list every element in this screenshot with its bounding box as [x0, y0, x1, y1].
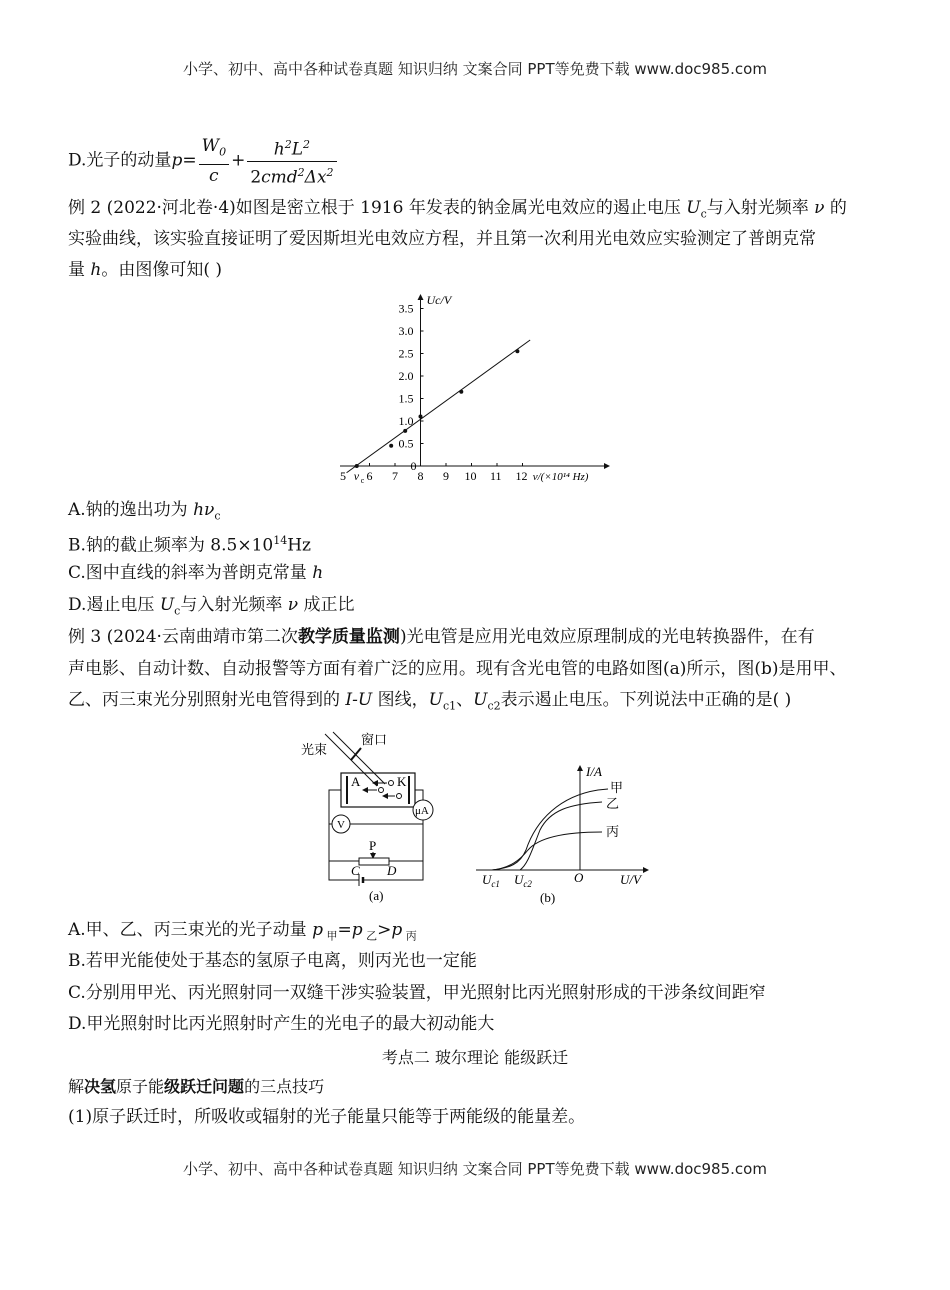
example2-option-b[interactable]: B.钠的截止频率为 $8.5\times 10^{14}Hz$ [68, 534, 312, 556]
example3-line1: 例 3 (2024·云南曲靖市第二次教学质量监测)光电管是应用光电效应原理制成的光电转换器件，在有 [68, 627, 815, 647]
data-point [515, 349, 519, 353]
rheostat [359, 858, 389, 865]
electron [379, 788, 384, 793]
section-subtitle: 解决氢原子能级跃迁问题的三点技巧 [68, 1077, 325, 1096]
question1-option-d[interactable]: D.光子的动量p= $\frac{W_0}{c}$ + $\frac{h^2L^2}{2cmd^2\Delta x^2}$ [68, 134, 339, 188]
caption-a: (a) [369, 888, 384, 903]
x-axis-label: ν/(×10¹⁴ Hz) [532, 471, 589, 483]
y-axis-label: Uc/V [426, 293, 452, 307]
label-i-axis: I/A [586, 764, 602, 779]
label-microammeter: μA [415, 805, 429, 817]
example3-line2: 声电影、自动计数、自动报警等方面有着广泛的应用。现有含光电管的电路如图(a)所示，图(b)是用甲、 [68, 659, 847, 679]
label-slider-p: P [369, 838, 377, 853]
curve-bing [492, 832, 602, 870]
label-jia: 甲 [610, 780, 624, 795]
data-point [419, 415, 423, 419]
y-tick-label: 0.5 [398, 436, 414, 451]
data-point [389, 444, 393, 448]
stopping-voltage-chart [330, 290, 630, 490]
label-uc2: $U_{c2}$ [514, 872, 532, 889]
section-item-1: (1)原子跃迁时，所吸收或辐射的光子能量只能等于两能级的能量差。 [68, 1107, 586, 1127]
y-tick-label: 0 [410, 459, 417, 473]
example2-option-a[interactable]: A.钠的逸出功为 $h\nu_c$ [68, 500, 221, 523]
label-anode: A [351, 774, 361, 789]
y-tick-label: 1.5 [398, 391, 414, 406]
data-point [459, 390, 463, 394]
y-tick-label: 2.5 [398, 346, 414, 361]
label-cathode: K [397, 774, 407, 789]
example3-option-d[interactable]: D.甲光照射时比丙光照射时产生的光电子的最大初动能大 [68, 1014, 495, 1034]
fraction-h2l2: $\frac{h^2L^2}{2cmd^2\Delta x^2}$ [247, 134, 336, 188]
example2-line3: 量 h。由图像可知( ) [68, 260, 223, 280]
electron [389, 781, 394, 786]
data-point [403, 429, 407, 433]
x-tick-label: 12 [515, 469, 528, 483]
wire [415, 790, 423, 800]
y-tick-label: 1.0 [398, 414, 414, 428]
iu-graph-b [470, 760, 655, 908]
nu-c-label: ν [353, 469, 360, 483]
x-tick-label: 6 [366, 469, 373, 483]
label-yi: 乙 [606, 796, 620, 811]
label-window: 窗口 [361, 732, 388, 747]
x-tick-label: 8 [417, 469, 424, 483]
label-d: D [387, 863, 397, 878]
example2-line2: 实验曲线，该实验直接证明了爱因斯坦光电效应方程，并且第一次利用光电效应实验测定了普朗克常 [68, 229, 816, 249]
label-origin: O [574, 870, 584, 885]
fit-line [347, 340, 531, 473]
label-bing: 丙 [606, 824, 620, 839]
x-tick-label: 9 [443, 469, 449, 483]
nu-c-subscript: c [360, 476, 365, 485]
label-c: C [351, 863, 360, 878]
circuit-diagram-a [295, 728, 455, 908]
curve-jia [492, 789, 608, 870]
x-tick-label: 5 [340, 469, 346, 483]
caption-b: (b) [540, 890, 556, 905]
example2-option-c[interactable]: C.图中直线的斜率为普朗克常量 h [68, 563, 324, 583]
x-tick-label: 11 [490, 469, 502, 483]
example3-option-a[interactable]: A.甲、乙、丙三束光的光子动量 p $_甲$=p $_乙$>p $_丙$ [68, 920, 417, 943]
example3-option-c[interactable]: C.分别用甲光、丙光照射同一双缝干涉实验装置，甲光照射比丙光照射形成的干涉条纹间距窄 [68, 983, 766, 1003]
label-u-axis: U/V [620, 872, 641, 887]
y-axis-arrow [418, 294, 424, 300]
example3-line3: 乙、丙三束光分别照射光电管得到的 I-U 图线，$U_{c1}$、$U_{c2}$表示遏止电压。下列说法中正确的是( ) [68, 690, 792, 713]
y-tick-label: 3.0 [398, 324, 414, 338]
y-tick-label: 2.0 [398, 369, 414, 383]
page-footer: 小学、初中、高中各种试卷真题 知识归纳 文案合同 PPT等免费下载 www.doc985.com [183, 1160, 767, 1178]
electron [397, 794, 402, 799]
label-uc1: $U_{c1}$ [482, 872, 500, 889]
x-tick-label: 7 [392, 469, 398, 483]
section-title: 考点二 玻尔理论 能级跃迁 [381, 1048, 569, 1067]
label-voltmeter: V [337, 819, 345, 831]
page-header: 小学、初中、高中各种试卷真题 知识归纳 文案合同 PPT等免费下载 www.doc985.com [183, 60, 767, 78]
fraction-w0-over-c: $\frac{W_0}{c}$ [199, 135, 229, 186]
example3-option-b[interactable]: B.若甲光能使处于基态的氢原子电离，则丙光也一定能 [68, 951, 477, 971]
x-tick-label: 10 [464, 469, 477, 483]
y-tick-label: 3.5 [398, 301, 414, 316]
example2-option-d[interactable]: D.遏止电压 $U_c$与入射光频率 ν 成正比 [68, 595, 355, 618]
label-beam: 光束 [301, 742, 328, 757]
x-axis-arrow [604, 463, 610, 469]
data-point [355, 464, 359, 468]
example2-line1: 例 2 (2022·河北卷·4)如图是密立根于 1916 年发表的钠金属光电效应的遏止电压 $U_c$与入射光频率 ν 的 [68, 198, 847, 221]
